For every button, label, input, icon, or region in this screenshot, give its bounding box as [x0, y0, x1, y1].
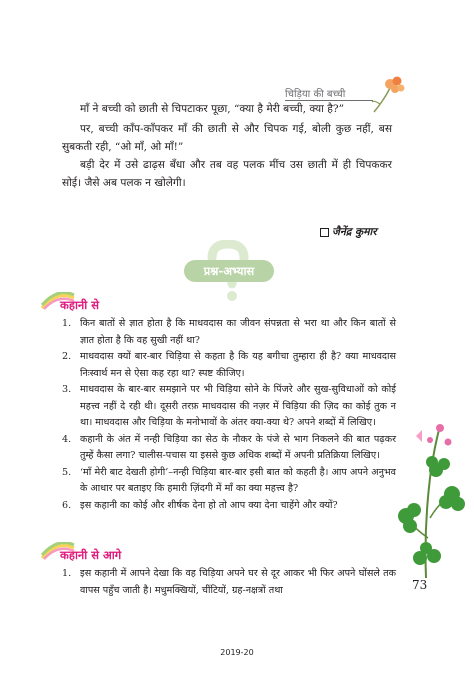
running-head-text: चिड़िया की बच्ची: [285, 89, 346, 100]
question-number: 6.: [62, 499, 72, 511]
section-heading-kahani-se: कहानी से: [60, 298, 100, 312]
author-name: जैनेंद्र कुमार: [332, 226, 377, 238]
question-text: किन बातों से ज्ञात होता है कि माधवदास का जीवन संपन्नता से भरा था और किन बातों से ज्ञात होता है कि वह सुखी नहीं था?: [80, 318, 396, 346]
exercise-title: प्रश्न-अभ्यास: [184, 260, 274, 282]
story-paragraph-1: माँ ने बच्ची को छाती से चिपटाकर पूछा, “क्या है मेरी बच्ची, क्या है?”: [80, 103, 345, 115]
question-item: [62, 349, 396, 382]
question-item: [62, 498, 396, 515]
question-item: [62, 465, 396, 498]
section-heading-kahani-se-aage: कहानी से आगे: [60, 548, 122, 562]
question-number: 1.: [62, 318, 72, 329]
question-list-kahani-se-aage: [62, 566, 396, 599]
question-number: 3.: [62, 384, 72, 395]
question-number: 1.: [62, 568, 72, 579]
question-text: इस कहानी में आपने देखा कि वह चिड़िया अपने घर से दूर आकर भी फिर अपने घोंसले तक वापस पहुँच जाती है। मधुमक्खियों, चींटियों, ग्रह-नक्षत्रों तथा: [80, 568, 396, 596]
question-text: माधवदास क्यों बार-बार चिड़िया से कहता है कि यह बगीचा तुम्हारा ही है? क्या माधवदास निःस्वार्थ मन से ऐसा कह रहा था? स्पष्ट कीजिए।: [80, 351, 396, 379]
question-number: 5.: [62, 466, 72, 478]
question-item: [62, 566, 396, 599]
question-list-kahani-se: [62, 316, 396, 514]
author-line: [320, 225, 377, 239]
page-number: 73: [412, 578, 428, 592]
question-number: 2.: [62, 351, 72, 362]
question-item: [62, 316, 396, 349]
exercise-badge: [170, 240, 288, 304]
question-text: माधवदास के बार-बार समझाने पर भी चिड़िया सोने के पिंजरे और सुख-सुविधाओं को कोई महत्त्व नहीं दे रही थी। दूसरी तरफ़ माधवदास की नज़र में चिड़िया की ज़िद का कोई तुक न था। माधवदास और चिड़िया के मनोभावों के अंतर क्या-क्या थे? अपने शब्दों में लिखिए।: [80, 384, 396, 428]
question-text: कहानी के अंत में नन्ही चिड़िया का सेठ के नौकर के पंजे से भाग निकलने की बात पढ़कर तुम्हें कैसा लगा? चालीस-पचास या इससे कुछ अधिक शब्दों में अपनी प्रतिक्रिया लिखिए।: [80, 433, 396, 461]
question-text: इस कहानी का कोई और शीर्षक देना हो तो आप क्या देना चाहेंगे और क्यों?: [80, 499, 338, 511]
question-number: 4.: [62, 433, 72, 445]
question-item: [62, 432, 396, 465]
author-box-icon: [320, 228, 329, 237]
question-text: ‘माँ मेरी बाट देखती होगी’–नन्ही चिड़िया बार-बार इसी बात को कहती है। आप अपने अनुभव के आधार पर बताइए कि हमारी ज़िंदगी में माँ का क्या महत्त्व है?: [80, 466, 396, 494]
question-item: [62, 382, 396, 432]
story-paragraph-3: बड़ी देर में उसे ढाढ़स बँधा और तब वह पलक मींच उस छाती में ही चिपककर सोई। जैसे अब पलक न खोलेगी।: [62, 159, 392, 189]
story-paragraph-2: पर, बच्ची काँप-काँपकर माँ की छाती से और चिपक गई, बोली कुछ नहीं, बस सुबकती रही, “ओ माँ, ओ माँ!”: [62, 123, 392, 153]
footer-year: 2019-20: [220, 648, 254, 657]
plant-illustration: [396, 418, 466, 578]
